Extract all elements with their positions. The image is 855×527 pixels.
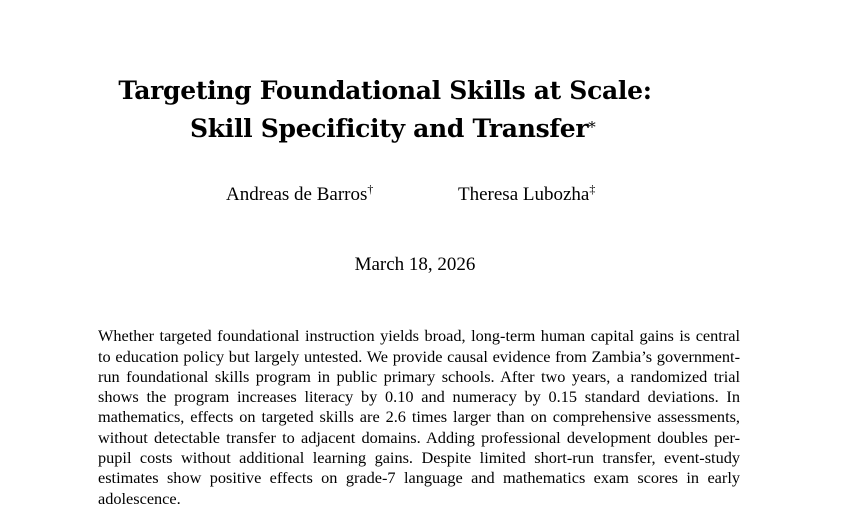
title-line-1: Targeting Foundational Skills at Scale: (118, 76, 652, 105)
author-2 (458, 184, 595, 206)
publication-date: March 18, 2026 (354, 254, 476, 275)
author-name: Andreas de Barros (226, 184, 368, 205)
author-1 (226, 184, 373, 206)
paper-title (0, 72, 770, 148)
author-name: Theresa Lubozha (458, 184, 590, 205)
title-line-2 (0, 110, 770, 148)
author-list (0, 184, 855, 212)
author-footnote-mark[interactable]: † (367, 182, 374, 196)
title-footnote-mark[interactable]: * (588, 118, 596, 136)
title-line-2-text: Skill Specificity and Transfer (190, 114, 589, 143)
abstract-text: Whether targeted foundational instruction yields broad, long-term human capital gains is central to education policy but largely untested. We provide causal evidence from Zambia’s government-run foundational skills program in public primary schools. After two years, a randomized trial shows the program increases literacy by 0.10 and numeracy by 0.15 standard deviations. In mathematics, effects on targeted skills are 2.6 times larger than on comprehensive assessments, without detectable transfer to adjacent domains. Adding professional development doubles per-pupil costs without additional learning gains. Despite limited short-run transfer, event-study estimates show positive effects on grade-7 language and mathematics exam scores in early adolescence. (98, 326, 740, 508)
author-footnote-mark[interactable]: ‡ (589, 182, 596, 196)
